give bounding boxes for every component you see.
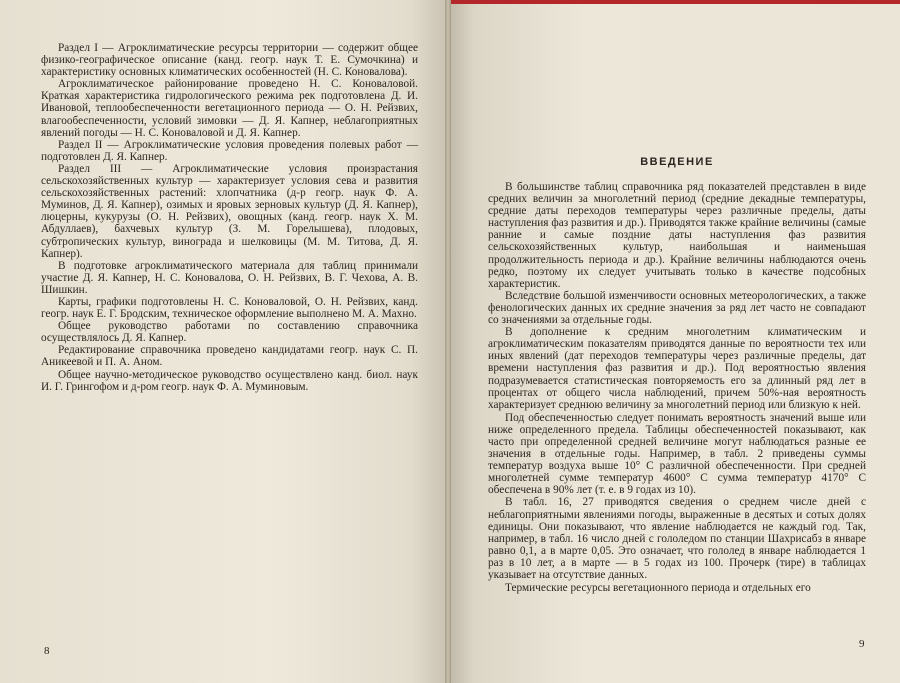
paragraph: Раздел I — Агроклиматические ресурсы территории — содержит общее физико-географическое описание (канд. геогр. наук Т. Е. Сумочкина) и характеристику основных климатических особенностей (Н. С. Коновалова). — [41, 42, 418, 79]
left-page-text — [41, 42, 418, 393]
paragraph: Редактирование справочника проведено кандидатами геогр. наук С. П. Аникеевой и П. А. Аном. — [41, 344, 418, 369]
section-heading: ВВЕДЕНИЕ — [640, 156, 714, 168]
paragraph: В табл. 16, 27 приводятся сведения о среднем числе дней с неблагоприятными явлениями погоды, выраженные в десятых и сотых долях единицы. Они показывают, что явление наблюдается не каждый год. Так, например, в табл. 16 число дней с гололедом по станции Шахрисабз в январе равно 0,1, а в марте 0,05. Это означает, что гололед в январе наблюдается 1 раз в 10 лет, а в марте — в 5 годах из 100. Прочерк (тире) в таблицах указывает на отсутствие данных. — [488, 496, 866, 581]
paragraph: Общее научно-методическое руководство осуществлено канд. биол. наук И. Г. Грингофом и д-ром геогр. наук Ф. А. Муминовым. — [41, 368, 418, 393]
paragraph: В большинстве таблиц справочника ряд показателей представлен в виде средних величин за многолетний период (средние декадные температуры, средние даты переходов температуры через различные пределы, даты наступления фаз развития и др.). Приводятся также крайние величины (самые ранние и самые поздние даты наступления фаз развития сельскохозяйственных культур, наибольшая и наименьшая продолжительность периода и др.). Крайние величины наблюдаются очень редко, поэтому их следует учитывать только в качестве подсобных характеристик. — [488, 181, 866, 290]
page-edge — [451, 0, 900, 4]
paragraph: Под обеспеченностью следует понимать вероятность значений выше или ниже определенного предела. Таблицы обеспеченностей показывают, как часто при определенной средней величине могут наблюдаться разные ее значения в отдельные годы. Например, в табл. 2 приведены суммы температур воздуха выше 10° С различной обеспеченности. При средней многолетней сумме температур 4600° С сумма температур 4170° С обеспечена в 90% лет (т. е. в 9 годах из 10). — [488, 411, 866, 497]
paragraph: Вследствие большой изменчивости основных метеорологических, а также фенологических данных их средние значения за ряд лет часто не совпадают со значениями за отдельные годы. — [488, 289, 866, 327]
paragraph: В дополнение к средним многолетним климатическим и агроклиматическим показателям приводятся данные по вероятности тех или иных явлений (дат переходов температуры через различные пределы, дат времени наступления фаз развития и др.). Под вероятностью явления подразумевается статистическая повторяемость его за длинный ряд лет в процентах от общего числа наблюдений, причем 50%-ная вероятность характеризует среднюю величину за многолетний период или близкую к ней. — [488, 326, 866, 411]
paragraph: Карты, графики подготовлены Н. С. Коноваловой, О. Н. Рейзвих, канд. геогр. наук Е. Г. Бродским, техническое оформление выполнено М. А. Махно. — [41, 295, 418, 321]
left-page — [0, 0, 447, 683]
paragraph: Раздел III — Агроклиматические условия произрастания сельскохозяйственных культур — характеризует условия сева и развития сельскохозяйственных растений: хлопчатника (д-р геогр. наук Ф. А. Муминов, Д. Я. Капнер), озимых и яровых зерновых культур (Д. Я. Капнер), люцерны, кукурузы (О. Н. Рейзвих), овощных (канд. геогр. наук Х. М. Абдуллаев), бахчевых культур (З. М. Горелышева), плодовых, субтропических культур, винограда и шелковицы (М. М. Титова, Д. Я. Капнер). — [41, 162, 418, 260]
paragraph: Агроклиматическое районирование проведено Н. С. Коноваловой. Краткая характеристика гидрологического режима рек подготовлена Д. И. Ивановой, теплообеспеченности вегетационного периода — О. Н. Рейзвих, влагообеспеченности, условий зимовки — Д. Я. Капнер, неблагоприятных явлений погоды — Н. С. Коноваловой и Д. Я. Капнер. — [41, 78, 418, 139]
paragraph: Раздел II — Агроклиматические условия проведения полевых работ — подготовлен Д. Я. Капнер. — [41, 138, 418, 163]
page-number-right: 9 — [859, 638, 865, 650]
paragraph: Общее руководство работами по составлению справочника осуществлялось Д. Я. Капнер. — [41, 320, 418, 345]
right-page-text — [488, 181, 866, 594]
paragraph: Термические ресурсы вегетационного периода и отдельных его — [505, 582, 811, 595]
paragraph: В подготовке агроклиматического материала для таблиц принимали участие Д. Я. Капнер, Н. С. Коновалова, О. Н. Рейзвих, В. Г. Чехова, А. В. Шишкин. — [41, 259, 418, 296]
book-gutter — [445, 0, 451, 683]
page-number-left: 8 — [44, 645, 50, 657]
